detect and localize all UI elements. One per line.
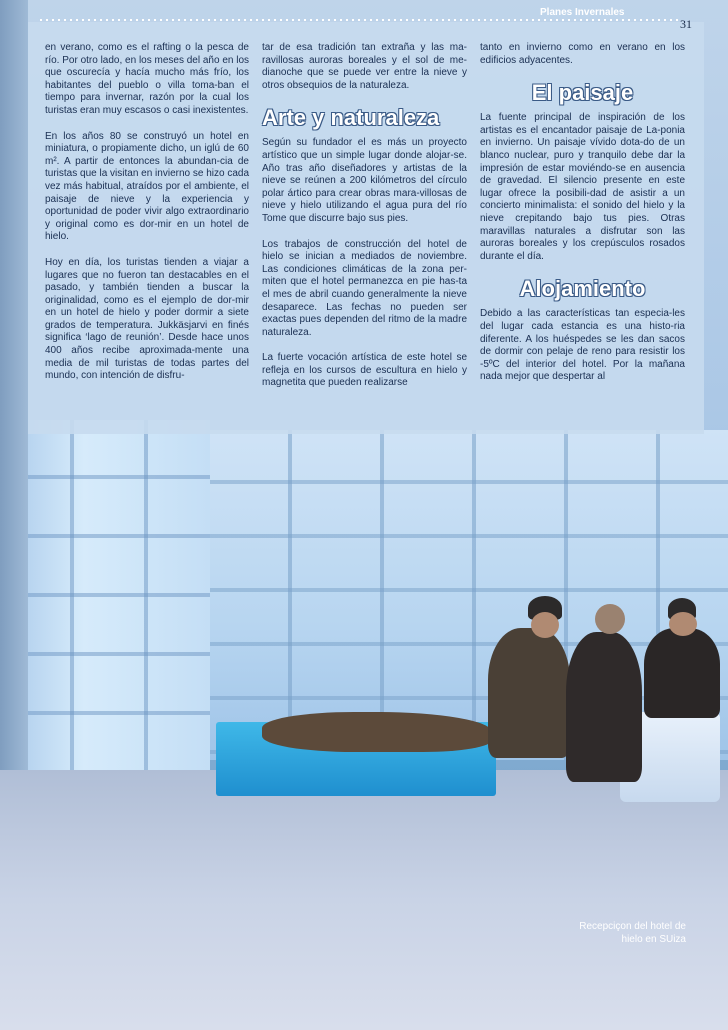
text-column-1 [45,42,249,396]
paragraph: En los años 80 se construyó un hotel en miniatura, o propiamente dicho, un iglú de 60 m². A partir de entonces la abundan-cia de turistas que la visitan en invierno se hizo cada vez más habitual, atraídos por el ambiente, el paisaje de nieve y la experiencia y oportunidad de poder vivir algo extraordinario y original como es dor-mir en un hotel de hielo. [45,130,250,243]
heading-arte-y-naturaleza: Arte y naturaleza [262,105,440,131]
paragraph: Debido a las características tan especia-les del lugar cada estancia es una histo-ria diferente. A los huéspedes se les dan sacos de dormir con pelaje de reno para resistir los -5ºC del interior del hotel. Por la mañana nada mejor que despertar al [480,308,685,383]
paragraph: tar de esa tradición tan extraña y las ma-ravillosas auroras boreales y el sol de me-dianoche que se puede ver entre la nieve y otros obsequios de la naturaleza. [262,42,467,91]
heading-alojamiento: Alojamiento [519,276,646,302]
text-column-3 [480,42,685,397]
dotted-rule [40,19,680,21]
paragraph: La fuerte vocación artística de este hotel se refleja en los cursos de escultura en hielo y magnetita que pueden realizarse [262,352,467,389]
paragraph: tanto en invierno como en verano en los edificios adyacentes. [480,42,685,66]
ice-pillar [0,420,210,800]
paragraph: La fuente principal de inspiración de los artistas es el encantador paisaje de La-ponia en invierno. Un paisaje vívido dota-do de un blanco nuclear, puro y tranquilo debe dar la impresión de estar moviéndo-se en ausencia de gravedad. El silencio presente en este lugar ofrece la posibili-dad de asistir a un concierto minimalista: el sonido del hielo y la nieve crepitando bajo tus pies. Otras maravillas naturales a disfrutar son las auroras boreales y los crepúsculos rosados durante el día. [480,112,685,262]
page-number: 31 [680,17,692,31]
person-right-head [669,612,697,636]
reindeer-pelt [262,712,492,752]
paragraph: Según su fundador el es más un proyecto artístico que un simple lugar donde alojar-se. Año tras año diseñadores y artistas de la nieve se reúnen a 200 kilómetros del círculo polar ártico para crear obras mara-villosas de nieve y hielo utilizando el agua pura del río Tome que discurre bajo sus pies. [262,137,467,224]
person-left [488,628,570,758]
section-header: Planes Invernales [540,7,625,18]
text-column-2 [262,42,467,403]
person-right [644,628,720,718]
photo-caption: Recepciçon del hotel de hielo en SUiza [579,921,686,945]
paragraph: Hoy en día, los turistas tienden a viajar a lugares que no fueron tan destacables en el pasado, y también tienden a buscar la originalidad, como es el ejemplo de dor-mir en un hotel de hielo y poder dormir a siete grados de temperatura. Jukkäsjarvi en finés significa ‘lago de reunión’. Desde hace unos 400 años recibe aproximada-mente una media de mil turistas de todas partes del mundo, con intención de disfru- [45,256,249,382]
snow-floor [0,770,728,1030]
heading-el-paisaje: El paisaje [531,80,634,106]
paragraph: en verano, como es el rafting o la pesca de río. Por otro lado, en los meses del año en los que oscurecía y hacía mucho más frío, los habitantes del pueblo o villa toma-ban el tiempo para invernar, razón por la cual los turistas eran muy escasos o casi inexistentes. [45,42,250,116]
person-left-head [531,612,559,638]
person-middle-head [595,604,625,634]
paragraph: Los trabajos de construcción del hotel de hielo se inician a mediados de noviembre. Las condiciones climáticas de la zona per-miten que el hotel permanezca en pie has-ta el mes de abril cuando generalmente la nieve desaparece. Las fechas no pueden ser exactas pues dependen del ritmo de la madre naturaleza. [262,238,467,338]
person-middle [566,632,642,782]
